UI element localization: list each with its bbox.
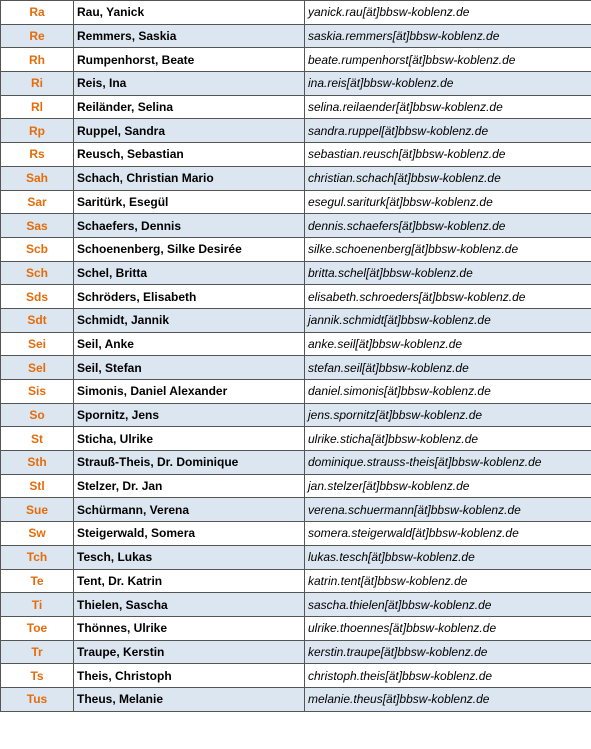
email-cell: melanie.theus[ät]bbsw-koblenz.de [305, 687, 591, 711]
name-cell: Schröders, Elisabeth [74, 285, 305, 309]
email-cell: stefan.seil[ät]bbsw-koblenz.de [305, 356, 591, 380]
email-cell: anke.seil[ät]bbsw-koblenz.de [305, 332, 591, 356]
abbreviation-cell: Toe [1, 616, 74, 640]
email-cell: ulrike.thoennes[ät]bbsw-koblenz.de [305, 616, 591, 640]
name-cell: Strauß-Theis, Dr. Dominique [74, 451, 305, 475]
abbreviation-cell: Tus [1, 687, 74, 711]
email-cell: esegul.sariturk[ät]bbsw-koblenz.de [305, 190, 591, 214]
abbreviation-cell: Sar [1, 190, 74, 214]
name-cell: Theus, Melanie [74, 687, 305, 711]
table-row [1, 522, 591, 546]
name-cell: Schaefers, Dennis [74, 214, 305, 238]
email-cell: jannik.schmidt[ät]bbsw-koblenz.de [305, 308, 591, 332]
table-row [1, 119, 591, 143]
email-cell: kerstin.traupe[ät]bbsw-koblenz.de [305, 640, 591, 664]
name-cell: Saritürk, Esegül [74, 190, 305, 214]
email-cell: britta.schel[ät]bbsw-koblenz.de [305, 261, 591, 285]
abbreviation-cell: Tch [1, 545, 74, 569]
name-cell: Schürmann, Verena [74, 498, 305, 522]
name-cell: Remmers, Saskia [74, 24, 305, 48]
name-cell: Simonis, Daniel Alexander [74, 380, 305, 404]
email-cell: jens.spornitz[ät]bbsw-koblenz.de [305, 403, 591, 427]
email-cell: lukas.tesch[ät]bbsw-koblenz.de [305, 545, 591, 569]
table-row [1, 95, 591, 119]
table-body [1, 1, 591, 712]
email-cell: sandra.ruppel[ät]bbsw-koblenz.de [305, 119, 591, 143]
name-cell: Steigerwald, Somera [74, 522, 305, 546]
abbreviation-cell: Tr [1, 640, 74, 664]
email-cell: silke.schoenenberg[ät]bbsw-koblenz.de [305, 237, 591, 261]
table-row [1, 1, 591, 25]
name-cell: Stelzer, Dr. Jan [74, 474, 305, 498]
email-cell: elisabeth.schroeders[ät]bbsw-koblenz.de [305, 285, 591, 309]
name-cell: Ruppel, Sandra [74, 119, 305, 143]
name-cell: Tent, Dr. Katrin [74, 569, 305, 593]
table-row [1, 687, 591, 711]
abbreviation-cell: Sis [1, 380, 74, 404]
name-cell: Seil, Stefan [74, 356, 305, 380]
email-cell: somera.steigerwald[ät]bbsw-koblenz.de [305, 522, 591, 546]
table-row [1, 569, 591, 593]
table-row [1, 593, 591, 617]
table-row [1, 214, 591, 238]
abbreviation-cell: Sch [1, 261, 74, 285]
table-row [1, 72, 591, 96]
abbreviation-cell: Rp [1, 119, 74, 143]
abbreviation-cell: Ts [1, 664, 74, 688]
table-row [1, 48, 591, 72]
email-cell: dennis.schaefers[ät]bbsw-koblenz.de [305, 214, 591, 238]
abbreviation-cell: So [1, 403, 74, 427]
abbreviation-cell: Re [1, 24, 74, 48]
table-row [1, 640, 591, 664]
name-cell: Thönnes, Ulrike [74, 616, 305, 640]
table-row [1, 356, 591, 380]
abbreviation-cell: Stl [1, 474, 74, 498]
email-cell: sascha.thielen[ät]bbsw-koblenz.de [305, 593, 591, 617]
name-cell: Rau, Yanick [74, 1, 305, 25]
name-cell: Seil, Anke [74, 332, 305, 356]
abbreviation-cell: Te [1, 569, 74, 593]
table-row [1, 474, 591, 498]
table-row [1, 451, 591, 475]
email-cell: dominique.strauss-theis[ät]bbsw-koblenz.de [305, 451, 591, 475]
email-cell: ulrike.sticha[ät]bbsw-koblenz.de [305, 427, 591, 451]
email-cell: ina.reis[ät]bbsw-koblenz.de [305, 72, 591, 96]
table-row [1, 380, 591, 404]
name-cell: Rumpenhorst, Beate [74, 48, 305, 72]
email-cell: yanick.rau[ät]bbsw-koblenz.de [305, 1, 591, 25]
table-row [1, 616, 591, 640]
abbreviation-cell: Sth [1, 451, 74, 475]
table-row [1, 166, 591, 190]
abbreviation-cell: Rl [1, 95, 74, 119]
abbreviation-cell: Sds [1, 285, 74, 309]
name-cell: Schach, Christian Mario [74, 166, 305, 190]
name-cell: Spornitz, Jens [74, 403, 305, 427]
table-row [1, 190, 591, 214]
table-row [1, 261, 591, 285]
abbreviation-cell: Sw [1, 522, 74, 546]
table-row [1, 24, 591, 48]
email-cell: selina.reilaender[ät]bbsw-koblenz.de [305, 95, 591, 119]
name-cell: Schoenenberg, Silke Desirée [74, 237, 305, 261]
abbreviation-cell: Ti [1, 593, 74, 617]
table-row [1, 427, 591, 451]
abbreviation-cell: Sah [1, 166, 74, 190]
name-cell: Reiländer, Selina [74, 95, 305, 119]
name-cell: Reis, Ina [74, 72, 305, 96]
table-row [1, 498, 591, 522]
email-cell: beate.rumpenhorst[ät]bbsw-koblenz.de [305, 48, 591, 72]
email-cell: saskia.remmers[ät]bbsw-koblenz.de [305, 24, 591, 48]
abbreviation-cell: Sei [1, 332, 74, 356]
abbreviation-cell: Sas [1, 214, 74, 238]
table-row [1, 285, 591, 309]
table-row [1, 143, 591, 167]
table-row [1, 308, 591, 332]
name-cell: Theis, Christoph [74, 664, 305, 688]
name-cell: Thielen, Sascha [74, 593, 305, 617]
email-cell: katrin.tent[ät]bbsw-koblenz.de [305, 569, 591, 593]
email-cell: daniel.simonis[ät]bbsw-koblenz.de [305, 380, 591, 404]
abbreviation-cell: Sel [1, 356, 74, 380]
abbreviation-cell: Ra [1, 1, 74, 25]
name-cell: Traupe, Kerstin [74, 640, 305, 664]
email-cell: verena.schuermann[ät]bbsw-koblenz.de [305, 498, 591, 522]
table-row [1, 664, 591, 688]
name-cell: Reusch, Sebastian [74, 143, 305, 167]
table-row [1, 545, 591, 569]
table-row [1, 237, 591, 261]
table-row [1, 403, 591, 427]
email-cell: christoph.theis[ät]bbsw-koblenz.de [305, 664, 591, 688]
table-row [1, 332, 591, 356]
abbreviation-cell: Scb [1, 237, 74, 261]
abbreviation-cell: Sdt [1, 308, 74, 332]
email-cell: christian.schach[ät]bbsw-koblenz.de [305, 166, 591, 190]
abbreviation-cell: Rh [1, 48, 74, 72]
abbreviation-cell: Sue [1, 498, 74, 522]
abbreviation-cell: Rs [1, 143, 74, 167]
abbreviation-cell: St [1, 427, 74, 451]
email-cell: sebastian.reusch[ät]bbsw-koblenz.de [305, 143, 591, 167]
name-cell: Sticha, Ulrike [74, 427, 305, 451]
email-cell: jan.stelzer[ät]bbsw-koblenz.de [305, 474, 591, 498]
name-cell: Schmidt, Jannik [74, 308, 305, 332]
name-cell: Schel, Britta [74, 261, 305, 285]
abbreviation-cell: Ri [1, 72, 74, 96]
name-cell: Tesch, Lukas [74, 545, 305, 569]
